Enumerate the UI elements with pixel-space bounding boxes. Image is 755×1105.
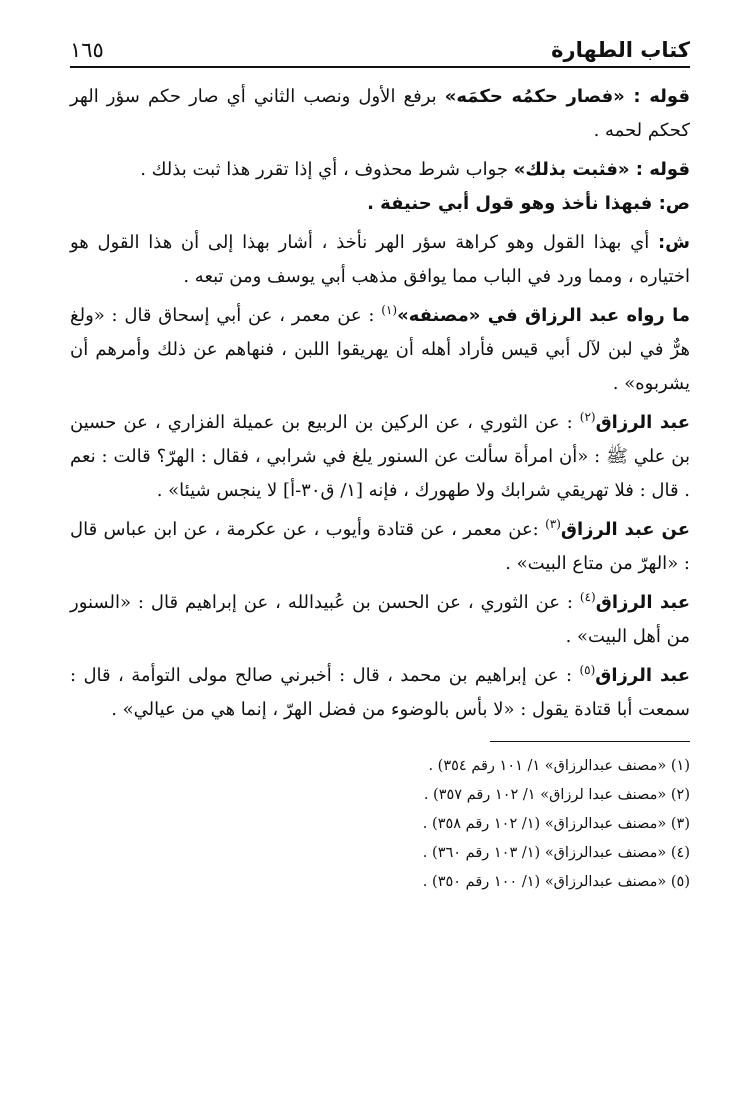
paragraph-lead: عبد الرزاق [595,592,691,613]
paragraph-text: : عن معمر ، عن أبي إسحاق قال : «ولغ هرٌّ في لبن لآل أبي قيس فأراد أهله أن يهريقوا اللبن ، فنهاهم عن ذلك وأمرهم أن يشربوه» . [70,305,690,394]
footnote: (١) «مصنف عبدالرزاق» ١/ ١٠١ رقم ٣٥٤) . [428,758,690,774]
footnote-ref[interactable]: (١) [381,303,398,317]
paragraph-text: أي بهذا القول وهو كراهة سؤر الهر نأخذ ، أشار بهذا إلى أن هذا القول هو اختياره ، ومما ورد في الباب مما يوافق مذهب أبي يوسف ومن تبعه . [70,232,690,287]
paragraph [70,586,690,654]
footnotes [70,752,690,897]
footnote: (٥) «مصنف عبدالرزاق» (١/ ١٠٠ رقم ٣٥٠) . [422,874,690,890]
paragraph-lead: عبد الرزاق [595,412,690,433]
chapter-title: كتاب الطهارة [551,38,690,62]
footnote: (٣) «مصنف عبدالرزاق» (١/ ١٠٢ رقم ٣٥٨) . [422,816,690,832]
paragraph-text: برفع الأول ونصب الثاني أي صار حكم سؤر الهر كحكم لحمه . [70,86,690,141]
paragraph-text: : عن الثوري ، عن الركين بن الربيع بن عميلة الفزاري ، عن حسين بن علي ﷺ : «أن امرأة سألت عن السنور يلغ في شرابي ، فقال : الهرّ؟ قالت : نعم . قال : فلا تهريقي شرابك ولا طهورك ، فإنه [١/ ق٣٠-أ] لا ينجس شيئا» . [70,412,690,501]
footnote-ref[interactable]: (٤) [579,590,596,604]
footnote-ref[interactable]: (٣) [545,517,561,531]
paragraph-text: جواب شرط محذوف ، أي إذا تقرر هذا ثبت بذلك . [140,159,514,180]
footnote-divider [490,741,690,742]
footnote: (٤) «مصنف عبدالرزاق» (١/ ١٠٣ رقم ٣٦٠) . [422,845,690,861]
paragraph [70,226,690,294]
page-header [70,28,690,68]
main-text [70,80,690,727]
book-page [70,28,690,897]
paragraph-text: :عن معمر ، عن قتادة وأيوب ، عن عكرمة ، عن ابن عباس قال : «الهرّ من متاع البيت» . [70,519,690,574]
page-number: ١٦٥ [70,38,104,62]
paragraph [70,153,690,187]
paragraph [70,513,690,581]
footnote: (٢) «مصنف عبدا لرزاق» ١/ ١٠٢ رقم ٣٥٧) . [423,787,690,803]
paragraph-lead: عبد الرزاق [595,665,690,686]
paragraph [70,406,690,508]
paragraph [70,299,690,401]
paragraph-lead: قوله : «فصار حكمُه حكمَه» [444,86,690,107]
paragraph-lead: ش: [657,232,690,253]
paragraph [70,187,690,221]
paragraph-lead: عن عبد الرزاق [560,519,690,540]
paragraph-lead: ما رواه عبد الرزاق في «مصنفه» [397,305,690,326]
paragraph-lead: ص: فبهذا نأخذ وهو قول أبي حنيفة . [367,193,690,214]
footnote-ref[interactable]: (٥) [579,663,596,677]
paragraph-text: : عن إبراهيم بن محمد ، قال : أخبرني صالح مولى التوأمة ، قال : سمعت أبا قتادة يقول : «لا بأس بالوضوء من فضل الهرّ ، إنما هي من عيالي» . [70,665,690,720]
paragraph [70,659,690,727]
paragraph-lead: قوله : «فثبت بذلك» [513,159,690,180]
footnote-ref[interactable]: (٢) [579,410,596,424]
paragraph [70,80,690,148]
paragraph-text: : عن الثوري ، عن الحسن بن عُبيدالله ، عن إبراهيم قال : «السنور من أهل البيت» . [70,592,690,647]
